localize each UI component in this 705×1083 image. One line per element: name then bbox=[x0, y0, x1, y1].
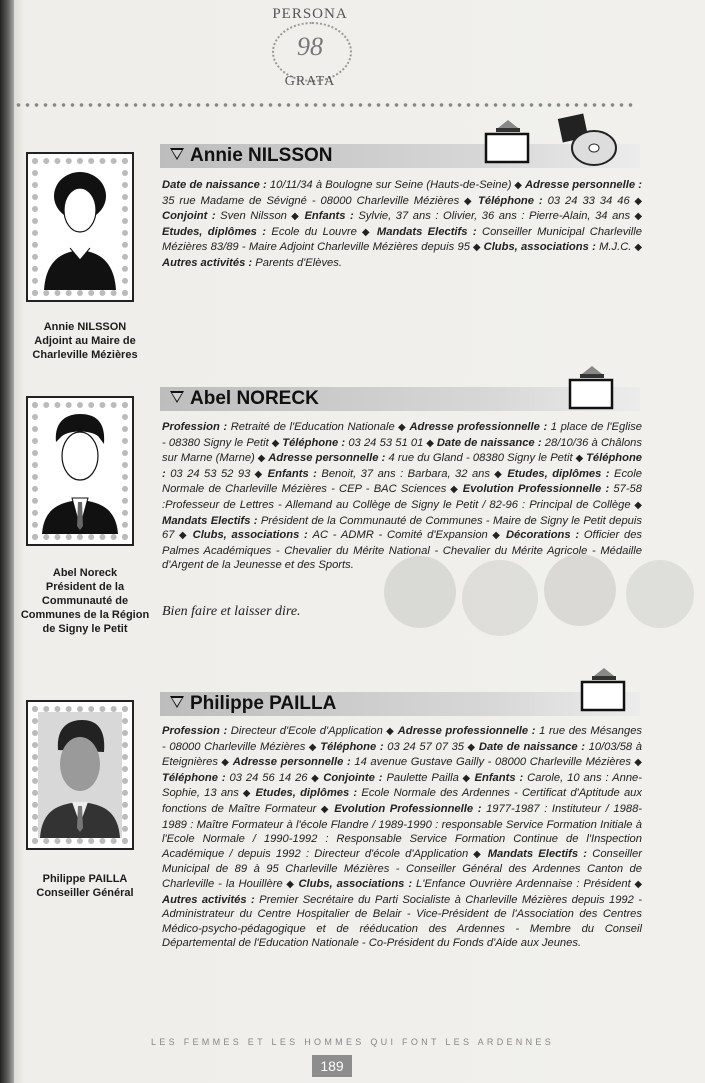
portrait-annie-nilsson bbox=[26, 152, 134, 302]
bio-field-value: M.J.C. bbox=[599, 241, 632, 254]
bio-field-value: AC - ADMR - Comité d'Expansion bbox=[312, 529, 488, 542]
diamond-separator-icon: ◆ bbox=[382, 726, 398, 737]
caption-line: Président de la bbox=[45, 581, 125, 593]
bio-annie-nilsson bbox=[162, 178, 642, 271]
bio-field-label: Clubs, associations : bbox=[483, 241, 600, 254]
bio-field-value: Paulette Pailla bbox=[386, 771, 459, 784]
bio-field-value: 10/03/58 à Eteignières bbox=[162, 740, 643, 769]
diamond-separator-icon: ◆ bbox=[423, 437, 437, 449]
bio-field-label: Adresse personnelle : bbox=[524, 179, 642, 191]
bio-field-label: Autres activités : bbox=[162, 893, 260, 906]
bio-field-value: 03 24 53 52 93 bbox=[170, 467, 251, 480]
bio-philippe-pailla bbox=[162, 724, 642, 951]
bio-field-label: Enfants : bbox=[304, 210, 359, 223]
diamond-separator-icon: ◆ bbox=[572, 453, 587, 465]
motto-abel-noreck: Bien faire et laisser dire. bbox=[162, 604, 301, 619]
triangle-down-icon bbox=[170, 148, 184, 160]
bio-field-label: Mandats Electifs : bbox=[376, 225, 482, 238]
dotted-divider bbox=[14, 100, 634, 110]
man-silhouette-icon bbox=[38, 408, 122, 534]
caption-line: Communes de la Région bbox=[20, 609, 150, 621]
diamond-separator-icon: ◆ bbox=[268, 437, 283, 449]
bio-field-label: Etudes, diplômes : bbox=[162, 225, 272, 238]
diamond-separator-icon: ◆ bbox=[174, 530, 193, 542]
diamond-separator-icon: ◆ bbox=[282, 878, 299, 890]
diamond-separator-icon: ◆ bbox=[394, 422, 410, 433]
bio-field-value: Officier des Palmes Académiques - Chevalier du Mérite National - Chevalier du Mérite Agricole - Médaille d'Argent de la Jeunesse et des Sports. bbox=[162, 529, 643, 572]
triangle-down-icon bbox=[170, 696, 184, 708]
diamond-separator-icon: ◆ bbox=[217, 757, 233, 769]
logo-word-bottom: GRATA bbox=[284, 74, 336, 89]
bio-field-label: Clubs, associations : bbox=[192, 529, 313, 542]
woman-silhouette-icon bbox=[38, 164, 122, 290]
page-number: 189 bbox=[312, 1055, 352, 1077]
bio-field-label: Décorations : bbox=[505, 529, 584, 542]
entry-name: Annie NILSSON bbox=[190, 145, 333, 166]
ballot-box-icon bbox=[484, 118, 530, 164]
bio-field-value: Sven Nilsson bbox=[220, 210, 287, 223]
bio-field-label: Date de naissance : bbox=[478, 740, 589, 753]
caption-line: Annie NILSSON bbox=[43, 321, 127, 333]
caption-line: Abel Noreck bbox=[52, 567, 118, 579]
logo-word-top: PERSONA bbox=[272, 6, 348, 22]
diamond-separator-icon: ◆ bbox=[511, 180, 525, 191]
caption-line: Adjoint au Maire de bbox=[34, 335, 136, 347]
watermark-faces bbox=[380, 532, 700, 662]
diamond-separator-icon: ◆ bbox=[487, 530, 506, 542]
bio-field-value: Benoit, 37 ans : Barbara, 32 ans bbox=[321, 467, 490, 480]
bio-field-label: Conjointe : bbox=[323, 771, 387, 784]
bio-field-value: 03 24 33 34 46 bbox=[547, 194, 630, 207]
bio-field-label: Profession : bbox=[162, 725, 231, 737]
bio-field-value: Directeur d'Ecole d'Application bbox=[230, 725, 383, 737]
diamond-separator-icon: ◆ bbox=[286, 211, 305, 223]
ballot-box-icon bbox=[568, 364, 614, 410]
diamond-separator-icon: ◆ bbox=[305, 741, 321, 753]
ballot-box-icon bbox=[580, 666, 626, 712]
bio-field-label: Etudes, diplômes : bbox=[507, 467, 614, 480]
bio-field-value: 03 24 57 07 35 bbox=[387, 740, 465, 753]
triangle-down-icon bbox=[170, 391, 184, 403]
diamond-separator-icon: ◆ bbox=[459, 195, 479, 207]
bio-field-label: Téléphone : bbox=[478, 194, 548, 207]
bio-field-value: 57-58 :Professeur de Lettres - Allemand au Collège de Signy le Petit / 82-96 : Principal de Collège bbox=[162, 483, 642, 511]
bio-field-label: Mandats Electifs : bbox=[162, 514, 261, 527]
diamond-separator-icon: ◆ bbox=[468, 848, 488, 860]
bio-field-label: Enfants : bbox=[267, 467, 322, 480]
entry-name: Philippe PAILLA bbox=[190, 693, 337, 714]
portrait-abel-noreck bbox=[26, 396, 134, 546]
diamond-separator-icon: ◆ bbox=[630, 211, 643, 223]
portrait-philippe-pailla bbox=[26, 700, 134, 850]
name-bar-philippe-pailla bbox=[160, 692, 640, 716]
bio-field-value: Sylvie, 37 ans : Olivier, 36 ans : Pierre-Alain, 34 ans bbox=[358, 210, 631, 223]
bio-field-label: Téléphone : bbox=[162, 771, 230, 784]
diamond-separator-icon: ◆ bbox=[630, 499, 643, 511]
diamond-separator-icon: ◆ bbox=[631, 757, 642, 769]
diamond-separator-icon: ◆ bbox=[250, 468, 268, 480]
bio-field-label: Date de naissance : bbox=[162, 179, 270, 191]
bio-field-value: 1 rue des Mésanges - 08000 Charleville Mézières bbox=[162, 725, 643, 753]
bio-field-value: 1977-1987 : Instituteur / 1988-1989 : Maître Formateur à l'école Flandre / 1989-1990 : responsable Service Formation Initiale à l'Ecole Normale / 1990-1992 : Responsable Service Formation Continue de l'Inspection Académique / depuis 1992 : Directeur d'école d'Application bbox=[162, 802, 643, 860]
bio-field-label: Clubs, associations : bbox=[298, 877, 417, 890]
diamond-separator-icon: ◆ bbox=[356, 226, 377, 238]
bio-field-value: Ecole Normale de Charleville Mézières - CEP - BAC Sciences bbox=[162, 467, 642, 496]
entry-name: Abel NORECK bbox=[190, 388, 319, 409]
diamond-separator-icon: ◆ bbox=[316, 803, 335, 815]
bio-field-value: 03 24 56 14 26 bbox=[229, 771, 308, 784]
caption-line: Charleville Mézières bbox=[32, 349, 138, 361]
diamond-separator-icon: ◆ bbox=[630, 878, 643, 890]
bio-field-value: 35 rue Madame de Sévigné - 08000 Charleville Mézières bbox=[162, 194, 460, 207]
diamond-separator-icon: ◆ bbox=[490, 468, 508, 480]
bio-field-value: 10/11/34 à Boulogne sur Seine (Hauts-de-Seine) bbox=[269, 179, 512, 191]
bio-field-label: Enfants : bbox=[474, 771, 528, 784]
diamond-separator-icon: ◆ bbox=[254, 453, 269, 465]
bio-field-value: 1 place de l'Eglise - 08380 Signy le Petit bbox=[162, 421, 643, 449]
bio-field-value: Ecole Normale des Ardennes - Certificat d'Aptitude aux fonctions de Maître Formateur bbox=[162, 787, 642, 815]
bio-field-value: Retraité de l'Education Nationale bbox=[230, 421, 395, 433]
diamond-separator-icon: ◆ bbox=[446, 484, 463, 496]
bio-field-value: Président de la Communauté de Communes - Maire de Signy le Petit depuis 67 bbox=[162, 514, 642, 542]
bio-field-label: Téléphone : bbox=[320, 740, 388, 753]
footer-tagline: LES FEMMES ET LES HOMMES QUI FONT LES ARDENNES bbox=[150, 1037, 555, 1047]
bio-field-value: Conseiller Municipal de 89 à 95 Charleville Mézières - Conseiller Général des Ardennes Canton de Charleville - la Houillère bbox=[162, 847, 642, 890]
caption-annie-nilsson bbox=[16, 320, 154, 362]
bio-field-label: Téléphone : bbox=[282, 436, 349, 449]
caption-line: de Signy le Petit bbox=[42, 623, 128, 635]
bio-field-label: Mandats Electifs : bbox=[487, 847, 593, 860]
diamond-separator-icon: ◆ bbox=[307, 772, 324, 784]
diamond-separator-icon: ◆ bbox=[631, 242, 643, 254]
diamond-separator-icon: ◆ bbox=[464, 741, 479, 753]
diamond-separator-icon: ◆ bbox=[238, 788, 256, 800]
bio-field-value: Ecole du Louvre bbox=[271, 225, 357, 238]
bio-field-label: Profession : bbox=[162, 421, 231, 433]
book-spine bbox=[0, 0, 14, 1083]
bio-field-label: Téléphone : bbox=[162, 452, 643, 480]
persona-grata-logo bbox=[250, 4, 370, 94]
bio-field-label: Adresse professionnelle : bbox=[409, 421, 551, 433]
bio-field-value: Parents d'Elèves. bbox=[255, 256, 342, 269]
bio-field-label: Adresse professionnelle : bbox=[397, 725, 540, 737]
man-photo-icon bbox=[38, 712, 122, 838]
caption-line: Communauté de bbox=[41, 595, 129, 607]
bio-field-value: 03 24 53 51 01 bbox=[348, 436, 424, 449]
bio-field-label: Etudes, diplômes : bbox=[255, 787, 362, 800]
bio-field-label: Adresse personnelle : bbox=[232, 756, 355, 769]
bio-field-value: Carole, 10 ans : Anne-Sophie, 13 ans bbox=[162, 771, 642, 800]
bio-field-value: Conseiller Municipal Charleville Mézières 83/89 - Maire Adjoint Charleville Mézières depuis 95 bbox=[162, 225, 642, 254]
caption-abel-noreck bbox=[16, 566, 154, 636]
cd-book-icon bbox=[556, 110, 618, 168]
bio-field-value: L'Enfance Ouvrière Ardennaise : Président bbox=[416, 877, 631, 890]
bio-field-label: Evolution Professionnelle : bbox=[334, 802, 487, 815]
bio-field-value: Premier Secrétaire du Parti Socialiste à Charleville Mézières depuis 1992 - Administrateur du Centre Hospitalier de Belair - Vice-Président de l'Association des Centres Médico-psycho-pédagogique et de rééducation des Ardennes - Membre du Conseil Départemental de l'Education Nationale - Co-Président du Fonds d'Aide aux Jeunes. bbox=[162, 893, 642, 950]
diamond-separator-icon: ◆ bbox=[458, 772, 475, 784]
bio-field-label: Date de naissance : bbox=[436, 436, 545, 449]
caption-line: Conseiller Général bbox=[36, 887, 134, 899]
bio-field-label: Evolution Professionnelle : bbox=[462, 483, 614, 496]
logo-number: 98 bbox=[297, 32, 323, 61]
bio-field-value: 14 avenue Gustave Gailly - 08000 Charleville Mézières bbox=[354, 756, 631, 769]
bio-field-label: Autres activités : bbox=[162, 256, 256, 269]
bio-field-value: 28/10/36 à Châlons sur Marne (Marne) bbox=[162, 436, 642, 465]
bio-field-label: Conjoint : bbox=[162, 210, 221, 223]
diamond-separator-icon: ◆ bbox=[629, 195, 643, 207]
caption-philippe-pailla bbox=[16, 872, 154, 900]
diamond-separator-icon: ◆ bbox=[469, 242, 484, 254]
caption-line: Philippe PAILLA bbox=[42, 873, 128, 885]
bio-field-value: 4 rue du Gland - 08380 Signy le Petit bbox=[388, 452, 573, 465]
bio-field-label: Adresse personnelle : bbox=[268, 452, 389, 465]
